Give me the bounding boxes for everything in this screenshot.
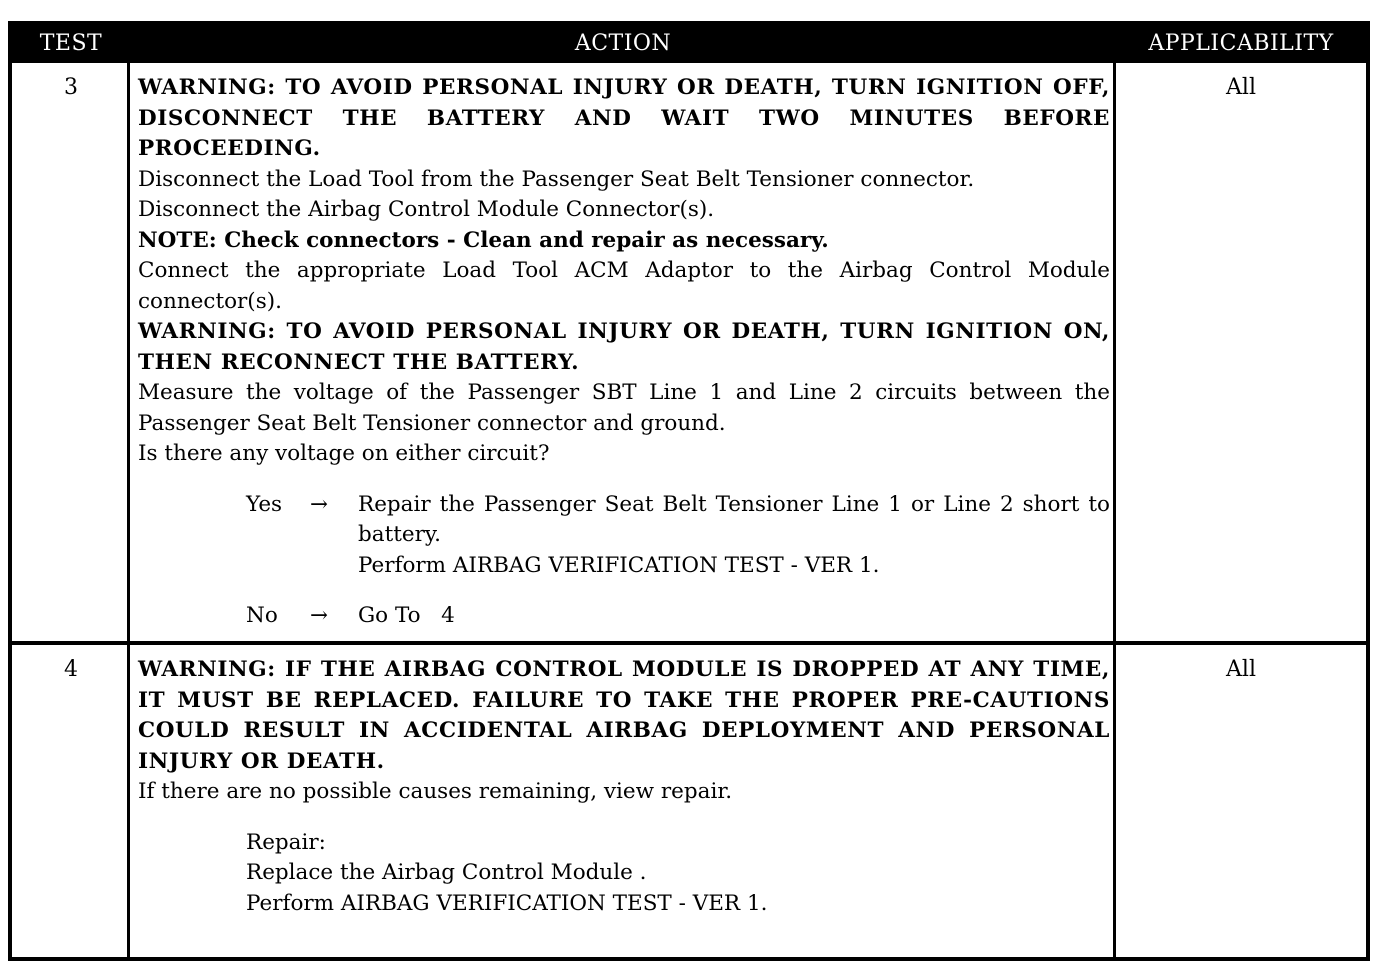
diagnostic-table xyxy=(8,21,1370,961)
step-text: Measure the voltage of the Passenger SBT Line 1 and Line 2 circuits between the Passenger Seat Belt Tensioner connector and ground. xyxy=(138,380,1110,436)
no-goto-link[interactable]: Go To 4 xyxy=(358,603,455,628)
applicability-value: All xyxy=(1226,75,1256,100)
repair-label: Repair: xyxy=(246,829,326,855)
step-text: If there are no possible causes remaining, view repair. xyxy=(138,779,733,804)
table-row xyxy=(12,63,1366,641)
step-text: Disconnect the Airbag Control Module Connector(s). xyxy=(138,197,715,222)
question-text: Is there any voltage on either circuit? xyxy=(138,441,550,466)
table-header xyxy=(12,25,1366,63)
action-cell xyxy=(138,655,1110,919)
yes-label: Yes xyxy=(246,491,283,517)
test-number: 4 xyxy=(64,657,78,682)
test-number: 3 xyxy=(64,75,78,100)
warning-text: WARNING: TO AVOID PERSONAL INJURY OR DEATH, TURN IGNITION ON, THEN RECONNECT THE BATTERY. xyxy=(138,319,1110,375)
table-row xyxy=(12,645,1366,957)
header-action: ACTION xyxy=(574,31,672,56)
step-text: Connect the appropriate Load Tool ACM Adaptor to the Airbag Control Module connector(s). xyxy=(138,258,1110,314)
header-applicability: APPLICABILITY xyxy=(1148,31,1334,56)
no-answer xyxy=(138,601,1110,632)
yes-instruction: Repair the Passenger Seat Belt Tensioner Line 1 or Line 2 short to battery. xyxy=(358,491,1110,547)
action-cell xyxy=(138,73,1110,632)
step-text: Disconnect the Load Tool from the Passenger Seat Belt Tensioner connector. xyxy=(138,166,975,192)
repair-verification: Perform AIRBAG VERIFICATION TEST - VER 1. xyxy=(246,890,768,916)
note-text: NOTE: Check connectors - Clean and repair as necessary. xyxy=(138,227,829,253)
header-test: TEST xyxy=(39,31,103,56)
no-label: No xyxy=(246,603,278,628)
repair-instructions xyxy=(138,858,1110,919)
yes-verification: Perform AIRBAG VERIFICATION TEST - VER 1. xyxy=(358,552,880,578)
repair-step: Replace the Airbag Control Module . xyxy=(246,860,647,885)
arrow-right-icon: → xyxy=(310,603,329,628)
arrow-right-icon: → xyxy=(310,491,329,517)
yes-answer xyxy=(138,490,1110,582)
warning-text: WARNING: IF THE AIRBAG CONTROL MODULE IS DROPPED AT ANY TIME, IT MUST BE REPLACED. FAILURE TO TAKE THE PROPER PRE-CAUTIONS COULD RESULT IN ACCIDENTAL AIRBAG DEPLOYMENT AND PERSONAL INJURY OR DEATH. xyxy=(138,657,1110,774)
applicability-value: All xyxy=(1226,657,1256,682)
warning-text: WARNING: TO AVOID PERSONAL INJURY OR DEATH, TURN IGNITION OFF, DISCONNECT THE BATTERY AND WAIT TWO MINUTES BEFORE PROCEEDING. xyxy=(138,75,1110,161)
